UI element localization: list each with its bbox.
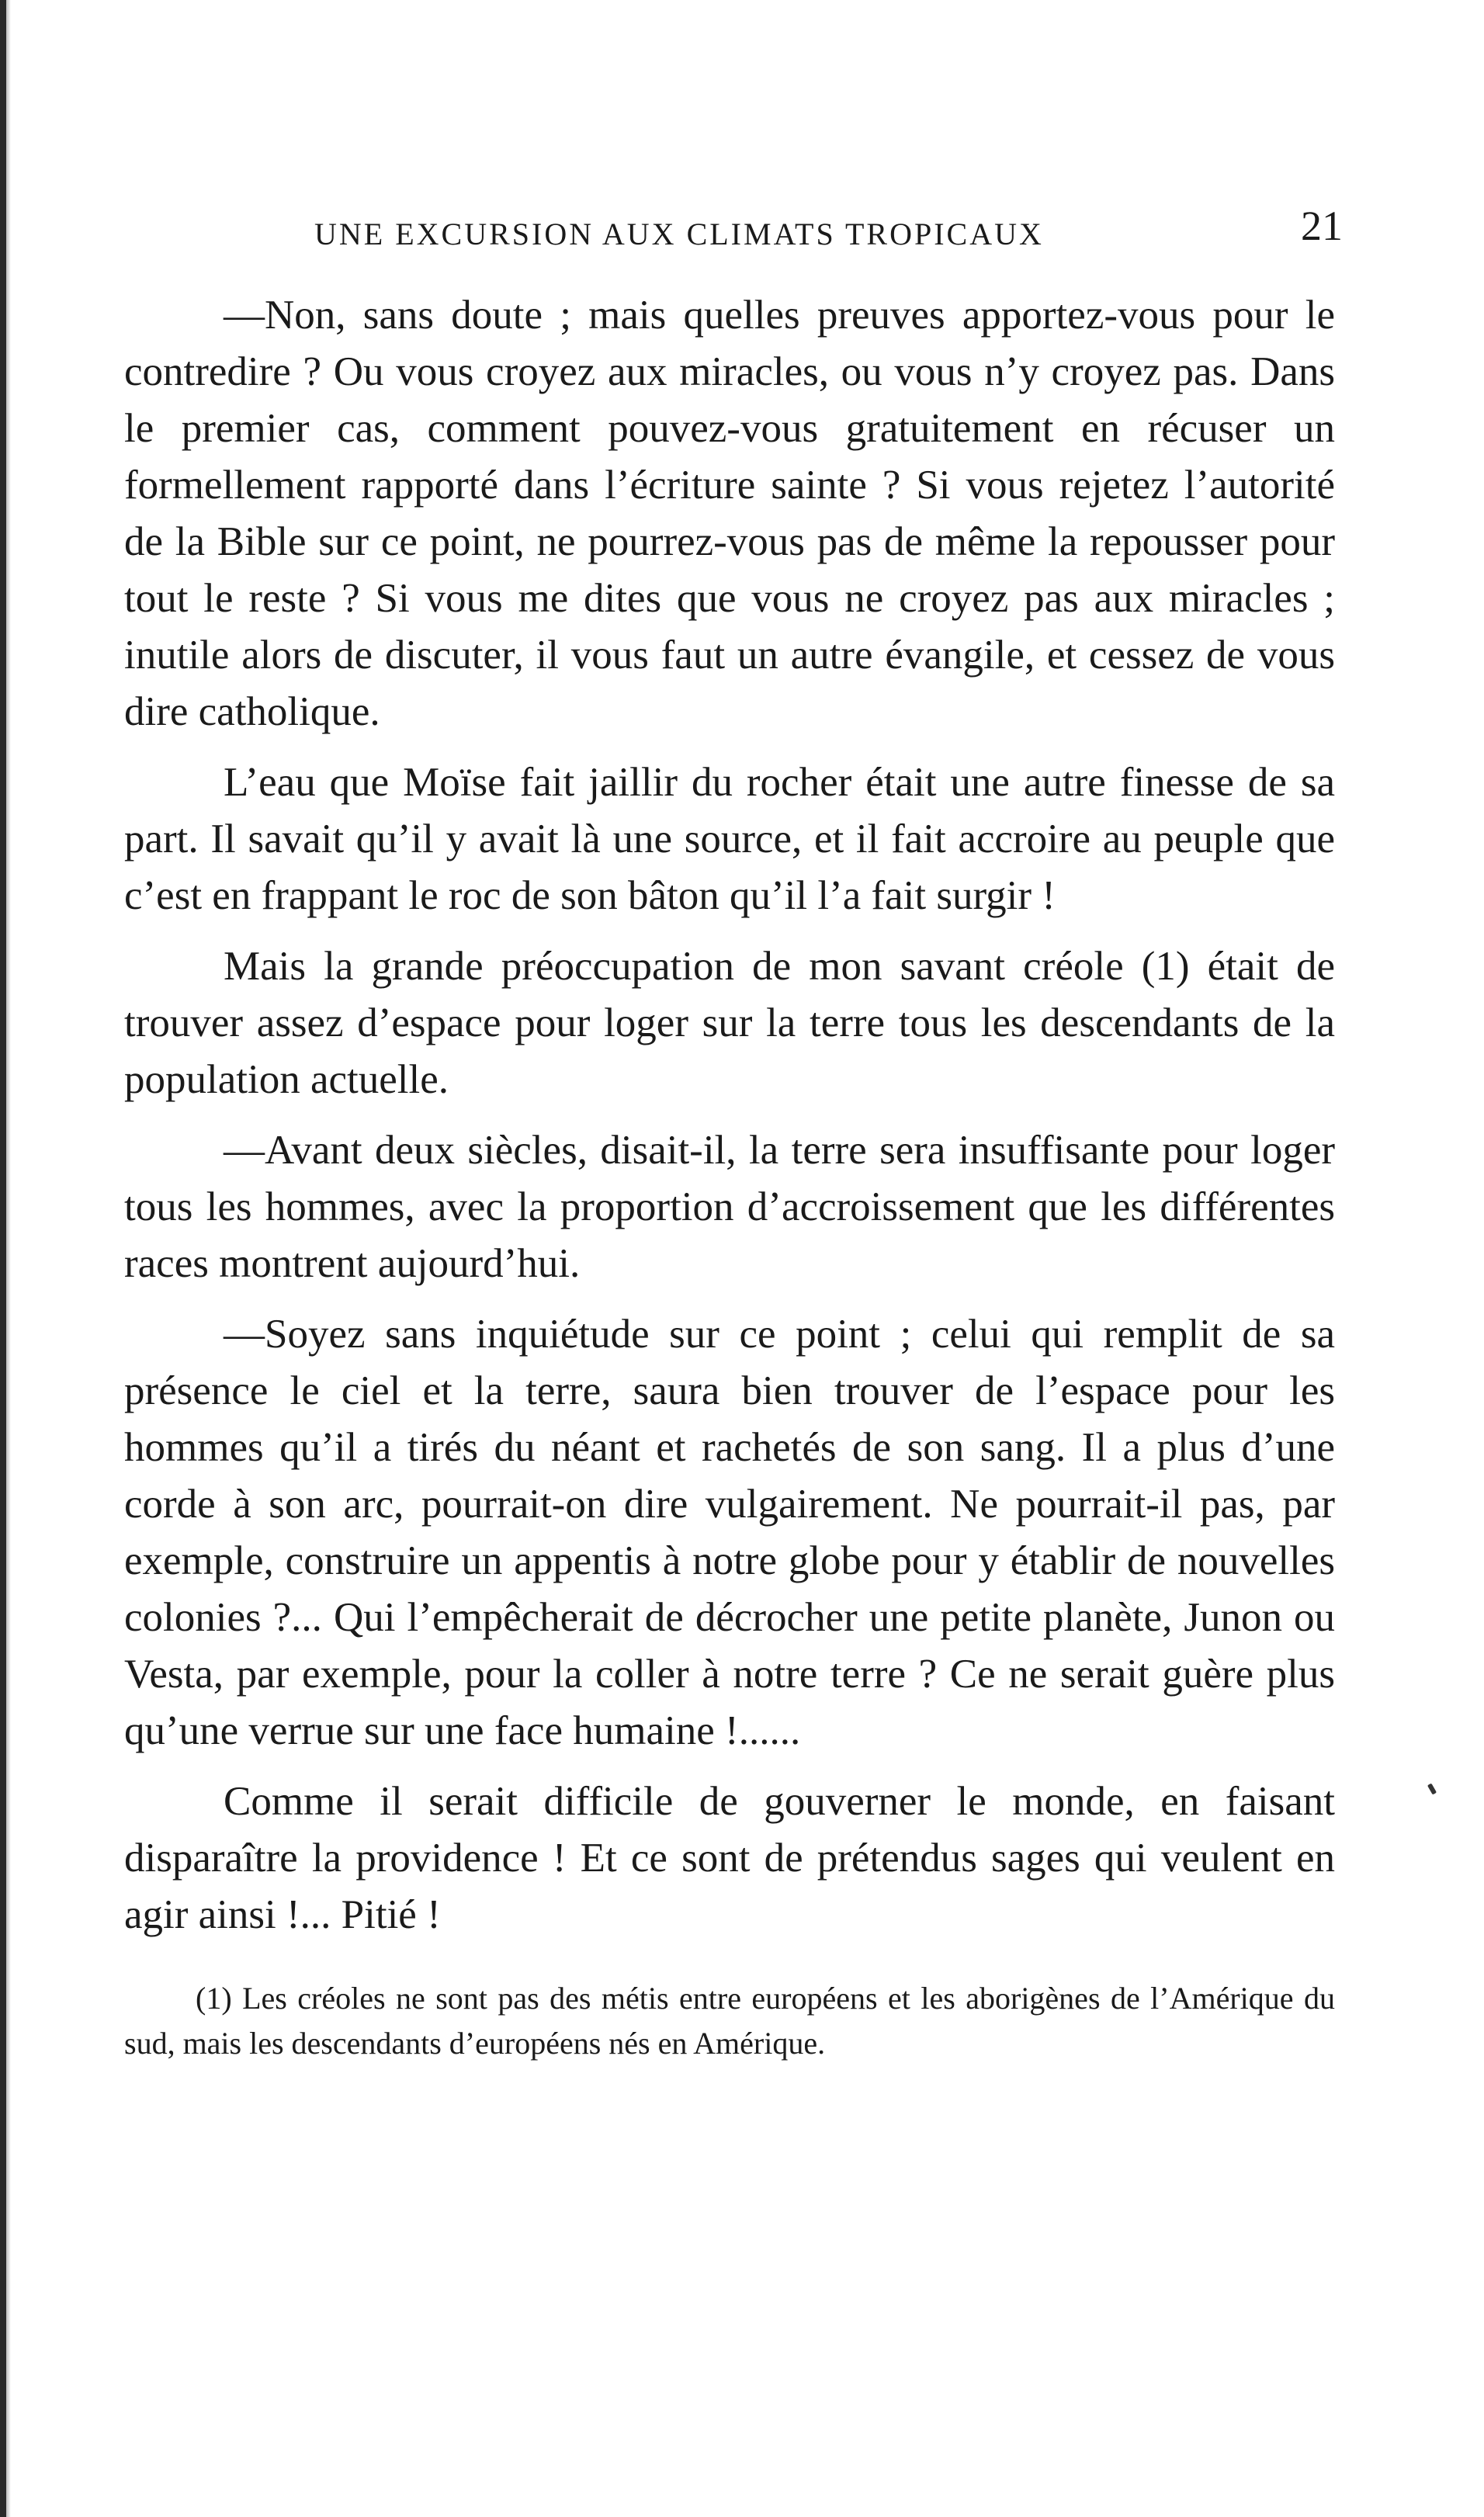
paragraph-5: —Soyez sans inquiétude sur ce point ; celui qui remplit de sa présence le ciel et la terre, saura bien trouver de l’espace pour les hommes qu’il a tirés du néant et rachetés de son sang. Il a plus d’une corde à son arc, pourrait-on dire vulgairement. Ne pourrait-il pas, par exemple, construire un appentis à notre globe pour y établir de nouvelles colonies ?... Qui l’empêcherait de décrocher une petite planète, Junon ou Vesta, par exemple, pour la coller à notre terre ? Ce ne serait guère plus qu’une verrue sur une face humaine !......: [124, 1312, 1335, 1753]
paragraph-6: Comme il serait difficile de gouverner le monde, en faisant disparaître la providence ! Et ce sont de prétendus sages qui veulent en agir ainsi !... Pitié !: [124, 1779, 1335, 1937]
page-number: 21: [1301, 203, 1343, 249]
running-head: [124, 194, 1343, 256]
gutter-shadow: [6, 0, 11, 2517]
body-text: [124, 287, 1335, 1943]
ink-speck: [1427, 1783, 1437, 1794]
book-page: [124, 194, 1343, 2097]
footnote: (1) Les créoles ne sont pas des métis entre européens et les aborigènes de l’Amérique du sud, mais les descendants d’européens nés en Amérique.: [124, 1981, 1335, 2061]
paragraph-2: L’eau que Moïse fait jaillir du rocher était une autre finesse de sa part. Il savait qu’il y avait là une source, et il fait accroire au peuple que c’est en frappant le roc de son bâton qu’il l’a fait surgir !: [124, 760, 1335, 918]
paragraph-1: —Non, sans doute ; mais quelles preuves apportez-vous pour le contredire ? Ou vous croyez aux miracles, ou vous n’y croyez pas. Dans le premier cas, comment pouvez-vous gratuitement en récuser un formellement rapporté dans l’écriture sainte ? Si vous rejetez l’autorité de la Bible sur ce point, ne pourrez-vous pas de même la repousser pour tout le reste ? Si vous me dites que vous ne croyez pas aux miracles ; inutile alors de discuter, il vous faut un autre évangile, et cessez de vous dire catholique.: [124, 293, 1335, 734]
paragraph-3: Mais la grande préoccupation de mon savant créole (1) était de trouver assez d’espace pour loger sur la terre tous les descendants de la population actuelle.: [124, 944, 1335, 1102]
running-title: UNE EXCURSION AUX CLIMATS TROPICAUX: [314, 217, 1044, 251]
paragraph-4: —Avant deux siècles, disait-il, la terre sera insuffisante pour loger tous les hommes, avec la proportion d’accroissement que les différentes races montrent aujourd’hui.: [124, 1128, 1335, 1286]
book-spine-edge: [0, 0, 6, 2517]
